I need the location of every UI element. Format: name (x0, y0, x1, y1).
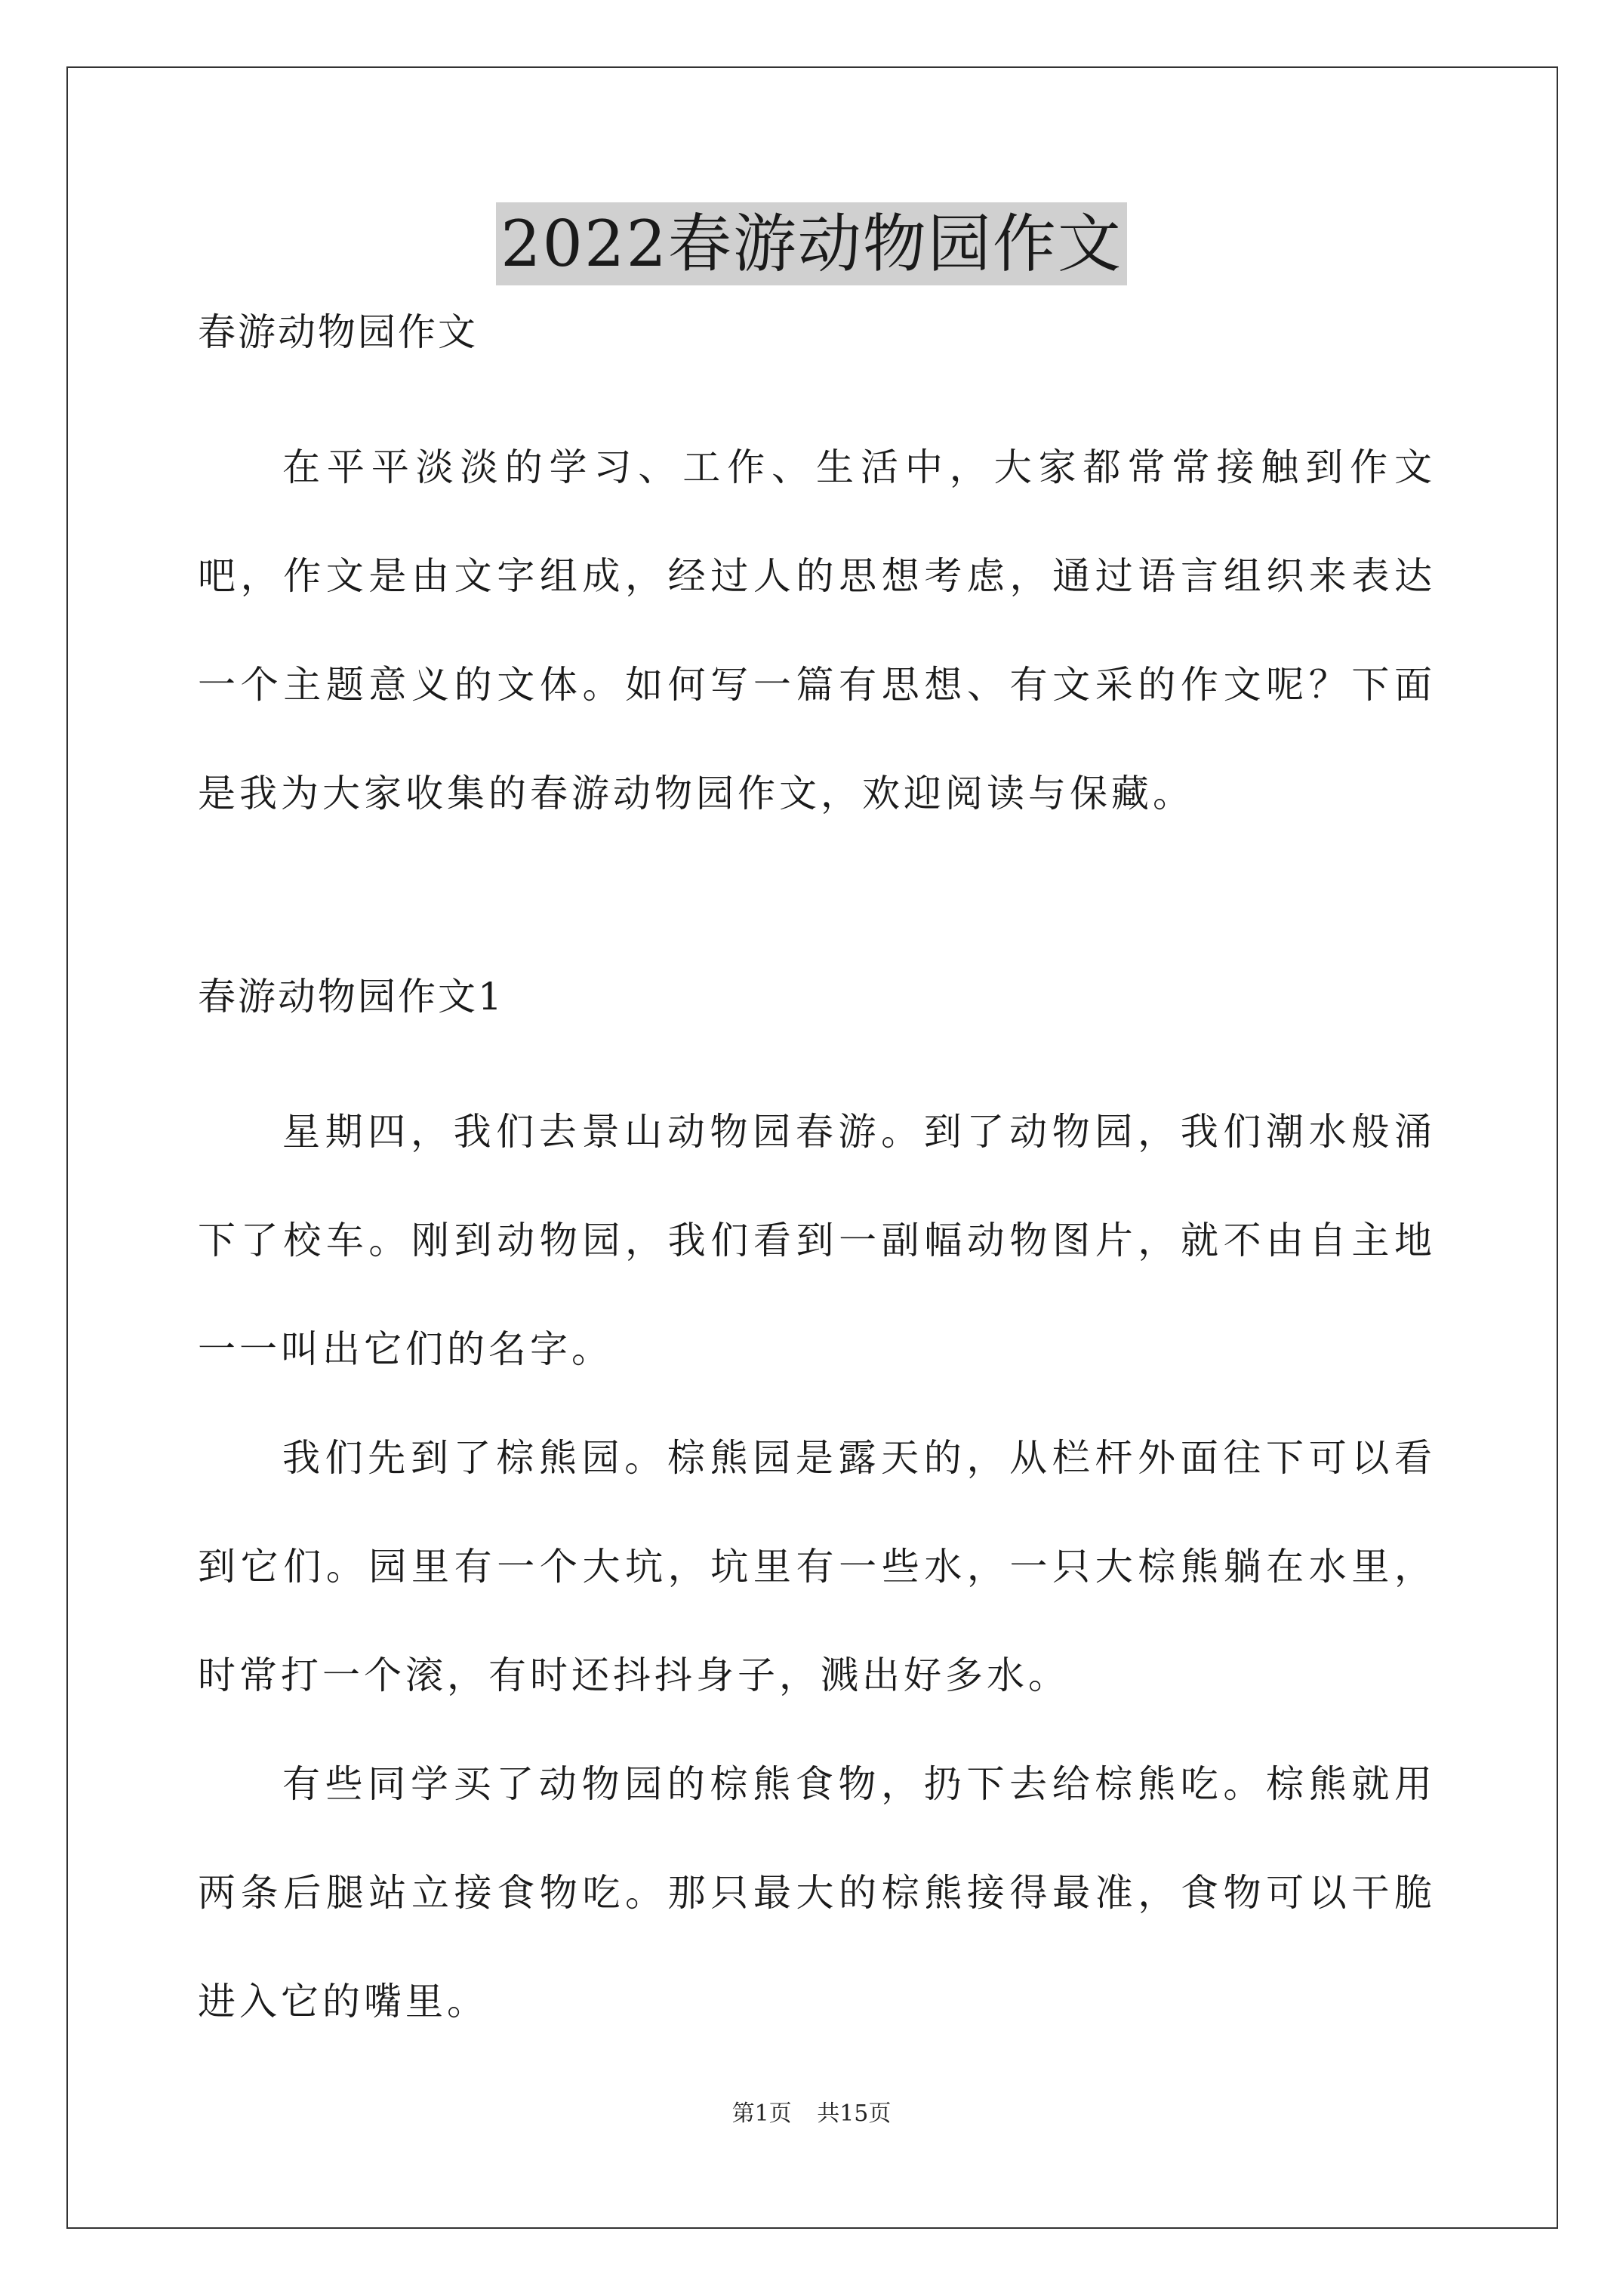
subtitle: 春游动物园作文 (198, 310, 478, 354)
document-body (198, 306, 1436, 2056)
page-footer (0, 2099, 1623, 2129)
body-paragraph-1: 星期四，我们去景山动物园春游。到了动物园，我们潮水般涌下了校车。刚到动物园，我们看到一副幅动物图片，就不由自主地一一叫出它们的名字。 (198, 1110, 1436, 1371)
document-title: 2022春游动物园作文 (496, 202, 1127, 285)
page-number-total: 共15页 (817, 2100, 892, 2127)
body-paragraph-2: 我们先到了棕熊园。棕熊园是露天的，从栏杆外面往下可以看到它们。园里有一个大坑，坑里有一些水，一只大棕熊躺在水里，时常打一个滚，有时还抖抖身子，溅出好多水。 (198, 1436, 1436, 1697)
intro-paragraph: 在平平淡淡的学习、工作、生活中，大家都常常接触到作文吧，作文是由文字组成，经过人的思想考虑，通过语言组织来表达一个主题意义的文体。如何写一篇有思想、有文采的作文呢？下面是我为大家收集的春游动物园作文，欢迎阅读与保藏。 (198, 445, 1436, 815)
section-heading: 春游动物园作文1 (198, 975, 504, 1019)
body-paragraph-3: 有些同学买了动物园的棕熊食物，扔下去给棕熊吃。棕熊就用两条后腿站立接食物吃。那只最大的棕熊接得最准，食物可以干脆进入它的嘴里。 (198, 1762, 1436, 2023)
page-number-current: 第1页 (731, 2100, 792, 2127)
title-container (0, 202, 1623, 285)
